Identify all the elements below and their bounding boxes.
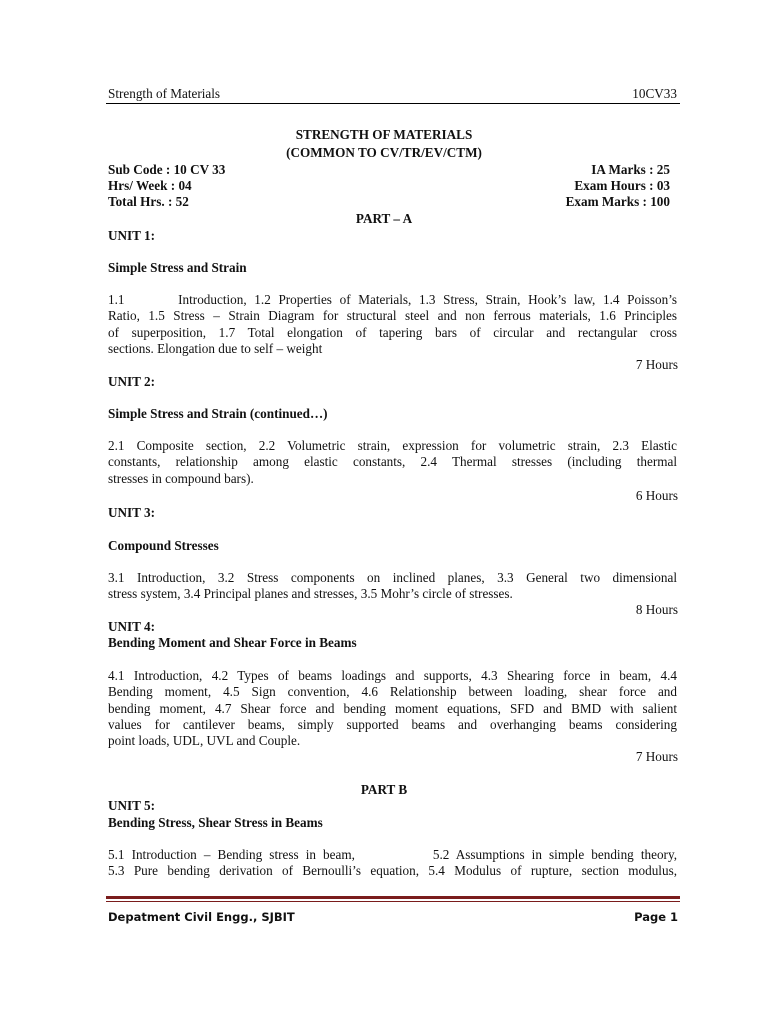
unit-4-title: Bending Moment and Shear Force in Beams (108, 635, 357, 650)
unit-4-content (108, 668, 677, 749)
unit-1-line: 1.1 Introduction, 1.2 Properties of Materials, 1.3 Stress, Strain, Hook’s law, 1.4 Poisson’s (108, 292, 677, 307)
unit-1-content (108, 292, 677, 357)
unit-3-content (108, 570, 677, 603)
exam-marks: Exam Marks : 100 (565, 194, 670, 209)
total-hrs: Total Hrs. : 52 (108, 194, 189, 209)
unit-1-line: of superposition, 1.7 Total elongation of tapering bars of circular and rectangular cross (108, 324, 677, 340)
footer-department: Depatment Civil Engg., SJBIT (108, 910, 295, 924)
unit-5-label: UNIT 5: (108, 798, 156, 813)
unit-4-line: values for cantilever beams, simply supported beams and overhanging beams considering (108, 716, 677, 732)
footer-rule-thick (106, 896, 680, 899)
part-a-heading: PART – A (355, 211, 413, 226)
unit-1-line: Ratio, 1.5 Stress – Strain Diagram for structural steel and non ferrous materials, 1.6 Principles (108, 308, 677, 324)
unit-2-line: 2.1 Composite section, 2.2 Volumetric strain, expression for volumetric strain, 2.3 Elastic (108, 438, 677, 453)
unit-3-label: UNIT 3: (108, 505, 156, 520)
unit-4-label: UNIT 4: (108, 619, 156, 634)
unit-4-line: point loads, UDL, UVL and Couple. (108, 733, 301, 749)
unit-4-hours: 7 Hours (635, 749, 678, 764)
unit-5-line: 5.3 Pure bending derivation of Bernoulli’s equation, 5.4 Modulus of rupture, section modulus, (108, 863, 677, 879)
unit-2-title: Simple Stress and Strain (continued…) (108, 406, 328, 421)
document-subtitle: (COMMON TO CV/TR/EV/CTM) (286, 145, 482, 160)
unit-2-label: UNIT 2: (108, 374, 156, 389)
running-header-code: 10CV33 (632, 86, 677, 101)
unit-1-title: Simple Stress and Strain (108, 260, 247, 275)
unit-2-line: stresses in compound bars). (108, 470, 254, 486)
unit-5-content (108, 847, 677, 880)
unit-1-line: sections. Elongation due to self – weight (108, 340, 323, 356)
footer-rule-thin (106, 901, 680, 902)
document-title: STRENGTH OF MATERIALS (295, 127, 473, 142)
unit-4-line: Bending moment, 4.5 Sign convention, 4.6 Relationship between loading, shear force and (108, 684, 677, 700)
hrs-week: Hrs/ Week : 04 (108, 178, 192, 193)
unit-3-line: stress system, 3.4 Principal planes and stresses, 3.5 Mohr’s circle of stresses. (108, 586, 513, 602)
unit-3-hours: 8 Hours (635, 602, 678, 617)
unit-1-label: UNIT 1: (108, 228, 156, 243)
unit-5-title: Bending Stress, Shear Stress in Beams (108, 815, 323, 830)
header-rule (106, 103, 680, 104)
unit-3-line: 3.1 Introduction, 3.2 Stress components on inclined planes, 3.3 General two dimensional (108, 570, 677, 585)
unit-3-title: Compound Stresses (108, 538, 219, 553)
unit-1-hours: 7 Hours (635, 357, 678, 372)
unit-4-line: bending moment, 4.7 Shear force and bending moment equations, SFD and BMD with salient (108, 700, 677, 716)
unit-2-line: constants, relationship among elastic constants, 2.4 Thermal stresses (including thermal (108, 454, 677, 470)
sub-code: Sub Code : 10 CV 33 (108, 162, 226, 177)
unit-5-line: 5.1 Introduction – Bending stress in beam, 5.2 Assumptions in simple bending theory, (108, 847, 677, 862)
ia-marks: IA Marks : 25 (591, 162, 670, 177)
part-b-heading: PART B (360, 782, 408, 797)
unit-4-line: 4.1 Introduction, 4.2 Types of beams loadings and supports, 4.3 Shearing force in beam, 4.4 (108, 668, 677, 683)
unit-2-content (108, 438, 677, 487)
exam-hours: Exam Hours : 03 (574, 178, 670, 193)
unit-2-hours: 6 Hours (635, 488, 678, 503)
running-header-title: Strength of Materials (108, 86, 221, 101)
footer-page-number: Page 1 (634, 910, 678, 924)
